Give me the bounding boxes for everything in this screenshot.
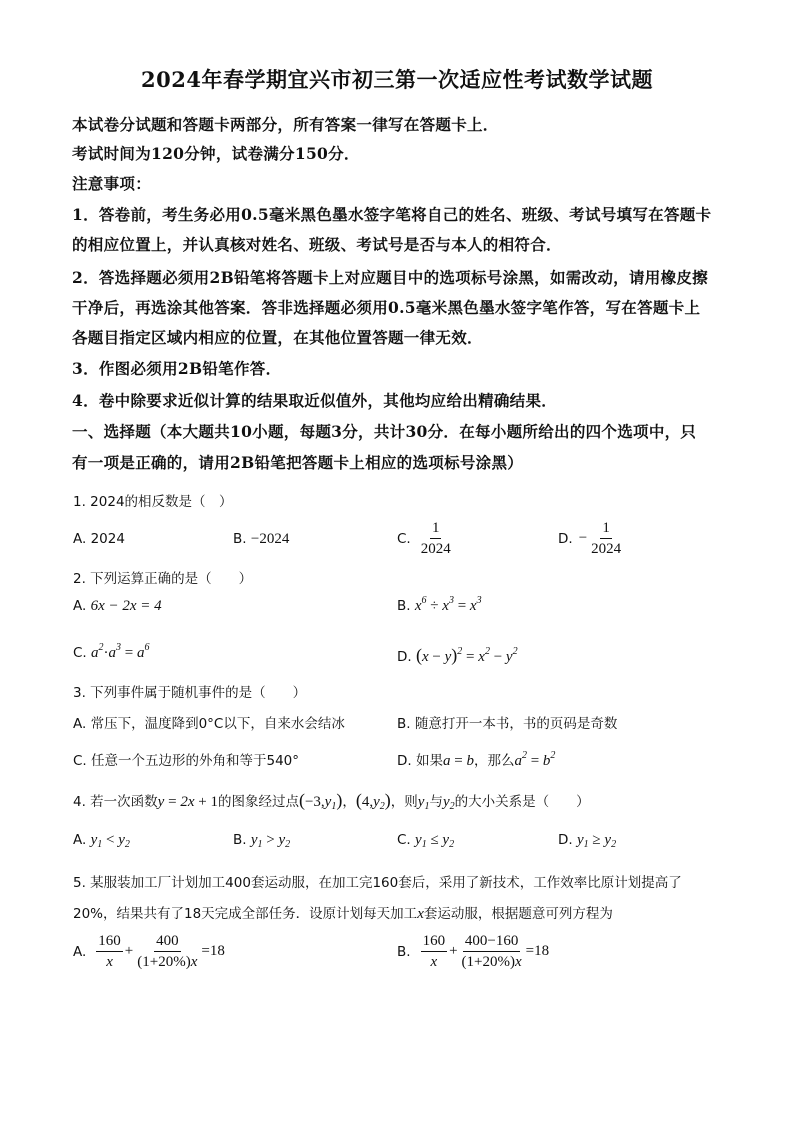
question-1-stem: 1. 2024的相反数是（ ） (73, 494, 233, 510)
q4-option-b: B. $y_1 > y_2$ (233, 832, 291, 850)
intro-line-1: 本试卷分试题和答题卡两部分，所有答案一律写在答题卡上． (72, 115, 499, 134)
q4-option-d: D. $y_1 \ge y_2$ (558, 832, 617, 850)
notice-heading: 注意事项： (72, 174, 152, 193)
q3-option-d: D. 如果a = b，那么$a^2 = b^2$ (397, 750, 556, 769)
page-title: 2024年春学期宜兴市初三第一次适应性考试数学试题 (141, 67, 653, 92)
notice-3: 3．作图必须用2B铅笔作答． (72, 359, 282, 378)
q1-option-c: C. $\frac{1}{2024}$ (397, 520, 451, 557)
intro-line-2: 考试时间为120分钟，试卷满分150分． (72, 144, 360, 163)
question-5-stem-b: 20%，结果共有了18天完成全部任务．设原计划每天加工x套运动服，根据题意可列方程为 (73, 906, 613, 922)
q3-option-a: A. 常压下，温度降到0°C以下，自来水会结冰 (73, 716, 345, 732)
section-1-heading-b: 有一项是正确的，请用2B铅笔把答题卡上相应的选项标号涂黑） (72, 453, 524, 472)
q1-option-b: B. −2024 (233, 531, 290, 547)
notice-4: 4．卷中除要求近似计算的结果取近似值外，其他均应给出精确结果． (72, 391, 558, 410)
notice-1b: 的相应位置上，并认真核对姓名、班级、考试号是否与本人的相符合． (72, 235, 562, 254)
q2-option-c: C. $a^2\cdot a^3 = a^6$ (73, 642, 150, 661)
q3-option-b: B. 随意打开一本书，书的页码是奇数 (397, 716, 618, 732)
q1-option-a: A. 2024 (73, 531, 125, 547)
section-1-heading-a: 一、选择题（本大题共10小题，每题3分，共计30分．在每小题所给出的四个选项中，只 (72, 422, 697, 441)
notice-1a: 1．答卷前，考生务必用0.5毫米黑色墨水签字笔将自己的姓名、班级、考试号填写在答题卡 (72, 205, 712, 224)
q4-option-a: A. $y_1 < y_2$ (73, 832, 130, 850)
q5-option-b: B. $\frac{160}{x}$ + $\frac{400-160}{(1+20\%)x}$ =18 (397, 933, 550, 970)
question-2-stem: 2. 下列运算正确的是（ ） (73, 571, 253, 587)
q2-option-d: D. $(x - y)^2 = x^2 - y^2$ (397, 645, 518, 665)
question-4-stem: 4. 若一次函数y = 2x + 1的图象经过点$(-3,y_1)$，$(4,y_2)$，则$y_1$与$y_2$的大小关系是（ ） (73, 790, 590, 812)
q3-option-c: C. 任意一个五边形的外角和等于540° (73, 753, 300, 769)
notice-2b: 干净后，再选涂其他答案．答非选择题必须用0.5毫米黑色墨水签字笔作答，写在答题卡上 (72, 298, 701, 317)
notice-2a: 2．答选择题必须用2B铅笔将答题卡上对应题目中的选项标号涂黑，如需改动，请用橡皮擦 (72, 268, 708, 287)
q2-option-a: A. 6x − 2x = 4 (73, 598, 162, 614)
notice-2c: 各题目指定区域内相应的位置，在其他位置答题一律无效． (72, 328, 483, 347)
question-5-stem-a: 5. 某服装加工厂计划加工400套运动服，在加工完160套后，采用了新技术，工作效率比原计划提高了 (73, 875, 682, 891)
question-3-stem: 3. 下列事件属于随机事件的是（ ） (73, 685, 307, 701)
q2-option-b: B. $x^6 \div x^3 = x^3$ (397, 595, 482, 614)
q5-option-a: A. $\frac{160}{x}$ + $\frac{400}{(1+20\%)x}$ =18 (73, 933, 225, 970)
q1-option-d: D. − $\frac{1}{2024}$ (558, 520, 622, 557)
q4-option-c: C. $y_1 \le y_2$ (397, 832, 455, 850)
